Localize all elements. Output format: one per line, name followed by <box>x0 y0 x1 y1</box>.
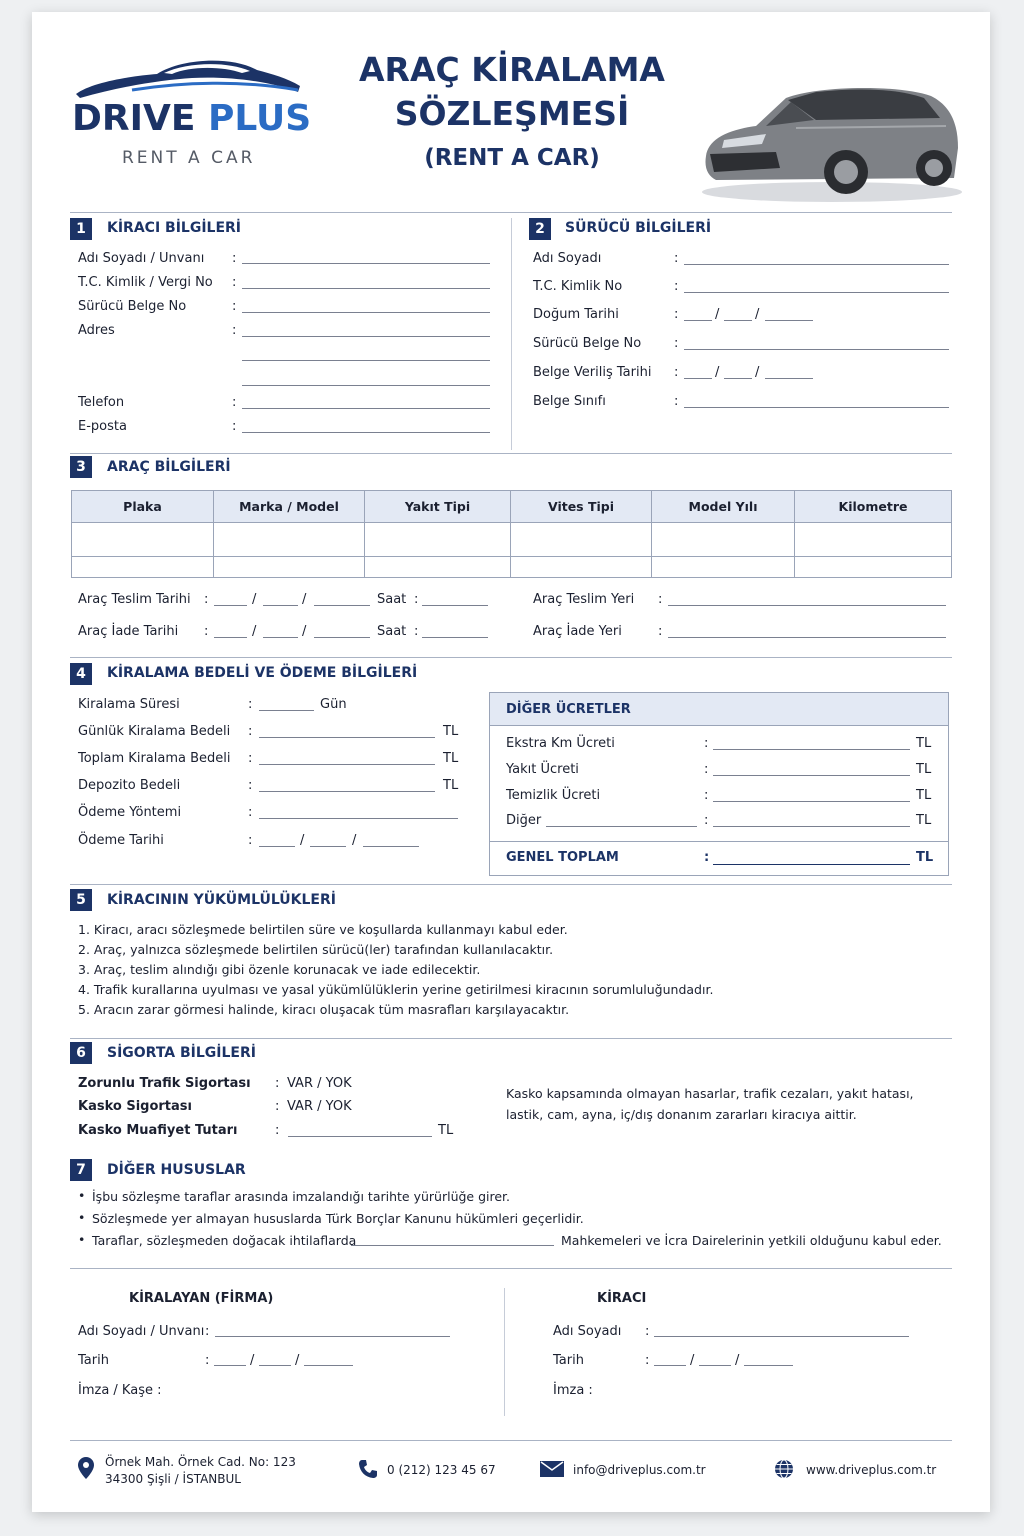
driver-name-field[interactable] <box>684 264 949 265</box>
cell-brand-model-2[interactable] <box>214 557 365 578</box>
brand-logo <box>72 52 312 182</box>
footer-phone[interactable]: 0 (212) 123 45 67 <box>387 1463 496 1477</box>
fuel-fee-field[interactable] <box>713 775 910 776</box>
license-issue-year[interactable] <box>765 378 813 379</box>
signature-divider <box>504 1288 505 1416</box>
delivery-date-label: Araç Teslim Tarihi <box>78 592 191 607</box>
delivery-time-field[interactable] <box>422 605 488 606</box>
rental-period-field[interactable] <box>259 710 314 711</box>
kasko-deductible-label: Kasko Muafiyet Tutarı <box>78 1123 238 1138</box>
payment-method-field[interactable] <box>259 818 458 819</box>
kasko-insurance-option[interactable]: VAR / YOK <box>287 1099 352 1114</box>
cell-fuel-type[interactable] <box>365 523 511 557</box>
driver-license-field[interactable] <box>684 349 949 350</box>
tenant-license-label: Sürücü Belge No <box>78 299 187 314</box>
extra-km-field[interactable] <box>713 749 910 750</box>
lessor-date-day[interactable] <box>214 1365 246 1366</box>
daily-fee-field[interactable] <box>259 737 435 738</box>
lessor-date-label: Tarih <box>78 1353 109 1368</box>
section-3-number: 3 <box>70 456 92 478</box>
section-2-number: 2 <box>529 218 551 240</box>
brand-name-plus: PLUS <box>208 98 312 139</box>
obligation-item: 3. Araç, teslim alındığı gibi özenle korunacak ve iade edilecektir. <box>78 962 481 977</box>
tenant-phone-field[interactable] <box>242 408 490 409</box>
rental-period-label: Kiralama Süresi <box>78 697 180 712</box>
col-kilometer: Kilometre <box>795 491 952 523</box>
cell-kilometer[interactable] <box>795 523 952 557</box>
clause-bullet-3b: Mahkemeleri ve İcra Dairelerinin yetkili olduğunu kabul eder. <box>561 1233 942 1248</box>
tenant-signature-title: KİRACI <box>597 1291 647 1306</box>
obligation-item: 2. Araç, yalnızca sözleşmede belirtilen sürücü(ler) tarafından kullanılacaktır. <box>78 942 554 957</box>
mandatory-insurance-label: Zorunlu Trafik Sigortası <box>78 1076 251 1091</box>
footer-website[interactable]: www.driveplus.com.tr <box>806 1463 937 1477</box>
cell-kilometer-2[interactable] <box>795 557 952 578</box>
kasko-insurance-label: Kasko Sigortası <box>78 1099 192 1114</box>
obligation-item: 4. Trafik kurallarına uyulması ve yasal yükümlülüklerin yerine getirilmesi kiracının sorumluluğundadır. <box>78 982 714 997</box>
tenant-sign-name-field[interactable] <box>654 1336 909 1337</box>
insurance-note: Kasko kapsamında olmayan hasarlar, trafik cezaları, yakıt hatası, lastik, cam, ayna, iç/dış donanım zararları kiracıya aittir. <box>506 1086 914 1122</box>
daily-fee-label: Günlük Kiralama Bedeli <box>78 724 231 739</box>
section-6-title: SİGORTA BİLGİLERİ <box>107 1045 256 1061</box>
contract-sheet: DRIVE PLUS RENT A CAR ARAÇ KİRALAMA SÖZLEŞMESİ (RENT A CAR) 1 KİRACI BİLGİLERİ Adı Soyadı / Unvanı : T.C. Kimlik / Vergi No : Sürücü Belge No : Adres : Telefon : E-posta : 2 SÜRÜCÜ BİLGİLERİ Adı Soyadı : T.C. Kimlik No : Doğum Tarihi : / / Sürücü Belge No : Belge Veriliş Tarihi : / / Belge Sınıfı : 3 ARAÇ BİLGİLERİ Plaka Marka / Model Yakıt Tipi Vites Tipi Model Yılı Kilometre Araç Teslim Tarihi : / / Saat : Araç Teslim Yeri : Araç İade Tarihi : / / Saat : Araç İade Yeri : 4 KİRALAMA BEDELİ VE ÖDEME BİLGİLERİ Kiralama Süresi : Gün Günlük Kiralama Bedeli : TL Toplam Kiralama Bedeli : TL Depozito Bedeli : TL Ödeme Yöntemi : Ödeme Tarihi : / / DİĞER ÜCRETLER Ekstra Km Ücreti : TL Yakıt Ücreti : TL Temizlik Ücreti : TL Diğer : TL GENEL TOPLAM : TL 5 KİRACININ YÜKÜMLÜLÜKLERİ 1. Kiracı, aracı sözleşmede belirtilen süre ve koşullarda kullanmayı kabul eder. 2. Araç, yalnızca sözleşmede belirtilen sürücü(ler) tarafından kullanılacaktır. 3. Araç, teslim alındığı gibi özenle korunacak ve iade edilecektir. 4. Trafik kurallarına uyulması ve yasal yükümlülüklerin yerine getirilmesi kiracının sorumluluğundadır. 5. Aracın zarar görmesi halinde, kiracı oluşacak tüm masrafları karşılayacaktır. 6 SİGORTA BİLGİLERİ Zorunlu Trafik Sigortası : VAR / YOK Kasko Sigortası : VAR / YOK Kasko Muafiyet Tutarı : TL Kasko kapsamında olmayan hasarlar, trafik cezaları, yakıt hatası, lastik, cam, ayna, iç/dış donanım zararları kiracıya aittir. 7 DİĞER HUSUSLAR • İşbu sözleşme taraflar arasında imzalandığı tarihte yürürlüğe girer. • Sözleşmede yer almayan hususlarda Türk Borçlar Kanunu hükümleri geçerlidir. • Taraflar, sözleşmeden doğacak ihtilaflarda Mahkemeleri ve İcra Dairelerinin yetkili olduğunu kabul eder. KİRALAYAN (FİRMA) Adı Soyadı / Unvanı : Tarih : / / İmza / Kaşe : KİRACI Adı Soyadı : Tarih : / / İmza : Örnek Mah. Örnek Cad. No: 123 34300 Şişli / İSTANBUL 0 (212) 123 45 67 info@driveplus.com.tr www.driveplus.com.tr <box>32 12 990 1512</box>
payment-month[interactable] <box>310 846 346 847</box>
delivery-year[interactable] <box>314 605 370 606</box>
obligation-item: 5. Aracın zarar görmesi halinde, kiracı oluşacak tüm masrafları karşılayacaktır. <box>78 1002 570 1017</box>
tenant-id-field[interactable] <box>242 288 490 289</box>
tenant-sign-date-label: Tarih <box>553 1353 584 1368</box>
delivery-month[interactable] <box>263 605 298 606</box>
return-place-field[interactable] <box>668 637 946 638</box>
footer-address-line2: 34300 Şişli / İSTANBUL <box>105 1472 241 1486</box>
delivery-time-label: Saat <box>377 592 407 607</box>
driver-id-field[interactable] <box>684 292 949 293</box>
tenant-email-field[interactable] <box>242 432 490 433</box>
cell-gear-type[interactable] <box>511 523 652 557</box>
title-line3: (RENT A CAR) <box>424 145 600 171</box>
lessor-date-month[interactable] <box>259 1365 291 1366</box>
globe-icon <box>774 1459 794 1479</box>
tenant-sign-label: İmza : <box>553 1383 593 1398</box>
vehicle-info-table <box>71 490 952 578</box>
location-pin-icon <box>78 1457 94 1479</box>
cell-model-year[interactable] <box>652 523 795 557</box>
col-plate: Plaka <box>72 491 214 523</box>
grand-total-field[interactable] <box>713 864 910 865</box>
driver-license-label: Sürücü Belge No <box>533 336 642 351</box>
cell-gear-type-2[interactable] <box>511 557 652 578</box>
other-fees-title: DİĞER ÜCRETLER <box>506 702 631 717</box>
day-unit: Gün <box>320 697 347 712</box>
envelope-icon <box>540 1461 564 1477</box>
driver-birthdate-year[interactable] <box>765 320 813 321</box>
license-issue-day[interactable] <box>684 378 712 379</box>
return-place-label: Araç İade Yeri <box>533 624 622 639</box>
obligations-list <box>78 920 713 1020</box>
lessor-name-field[interactable] <box>215 1336 450 1337</box>
return-month[interactable] <box>263 637 298 638</box>
tenant-sign-name-label: Adı Soyadı <box>553 1324 622 1339</box>
col-fuel-type: Yakıt Tipi <box>365 491 511 523</box>
license-issue-date-label: Belge Veriliş Tarihi <box>533 365 652 380</box>
section-divider-vertical <box>511 218 512 450</box>
driver-birthdate-label: Doğum Tarihi <box>533 307 619 322</box>
cell-model-year-2[interactable] <box>652 557 795 578</box>
tenant-address-field-3[interactable] <box>242 385 490 386</box>
other-fees-box: DİĞER ÜCRETLER Ekstra Km Ücreti : TL Yakıt Ücreti : TL Temizlik Ücreti : TL Diğer : TL GENEL TOPLAM : TL <box>489 692 949 876</box>
tenant-phone-label: Telefon <box>78 395 125 410</box>
payment-date-label: Ödeme Tarihi <box>78 833 164 848</box>
return-date-label: Araç İade Tarihi <box>78 624 179 639</box>
delivery-place-label: Araç Teslim Yeri <box>533 592 635 607</box>
other-fee-field[interactable] <box>713 826 910 827</box>
tenant-id-label: T.C. Kimlik / Vergi No <box>78 275 213 290</box>
grand-total-label: GENEL TOPLAM <box>506 850 619 865</box>
section-4-number: 4 <box>70 663 92 685</box>
lessor-name-label: Adı Soyadı / Unvanı <box>78 1324 205 1339</box>
fuel-fee-label: Yakıt Ücreti <box>506 762 579 777</box>
section-3-title: ARAÇ BİLGİLERİ <box>107 459 231 475</box>
tenant-sign-date-day[interactable] <box>654 1365 686 1366</box>
tenant-address-label: Adres <box>78 323 115 338</box>
brand-name-drive: DRIVE <box>72 98 196 139</box>
lessor-date-year[interactable] <box>304 1365 353 1366</box>
tenant-email-label: E-posta <box>78 419 127 434</box>
deposit-field[interactable] <box>259 791 435 792</box>
car-silhouette-logo-icon <box>72 52 312 102</box>
tenant-address-field-1[interactable] <box>242 336 490 337</box>
cell-brand-model[interactable] <box>214 523 365 557</box>
deposit-label: Depozito Bedeli <box>78 778 181 793</box>
title-line2: SÖZLEŞMESİ <box>394 94 630 133</box>
other-fee-label: Diğer <box>506 813 542 828</box>
section-7-number: 7 <box>70 1159 92 1181</box>
clause-bullet-1: İşbu sözleşme taraflar arasında imzalandığı tarihte yürürlüğe girer. <box>92 1189 511 1204</box>
section-6-number: 6 <box>70 1042 92 1064</box>
delivery-day[interactable] <box>214 605 247 606</box>
cell-fuel-type-2[interactable] <box>365 557 511 578</box>
extra-km-label: Ekstra Km Ücreti <box>506 736 615 751</box>
cell-plate-2[interactable] <box>72 557 214 578</box>
section-1-title: KİRACI BİLGİLERİ <box>107 220 242 236</box>
title-line1: ARAÇ KİRALAMA <box>359 50 665 89</box>
tenant-sign-date-year[interactable] <box>744 1365 793 1366</box>
other-fee-desc-field[interactable] <box>546 826 697 827</box>
section-2-title: SÜRÜCÜ BİLGİLERİ <box>565 220 712 236</box>
payment-method-label: Ödeme Yöntemi <box>78 805 182 820</box>
driver-birthdate-day[interactable] <box>684 320 712 321</box>
clause-bullet-3a: Taraflar, sözleşmeden doğacak ihtilaflarda <box>92 1233 357 1248</box>
kasko-deductible-field[interactable] <box>288 1136 432 1137</box>
jurisdiction-field[interactable] <box>351 1245 554 1246</box>
cleaning-fee-field[interactable] <box>713 801 910 802</box>
mandatory-insurance-option[interactable]: VAR / YOK <box>287 1076 352 1091</box>
license-class-field[interactable] <box>684 407 949 408</box>
driver-id-label: T.C. Kimlik No <box>533 279 623 294</box>
document-title <box>332 48 692 178</box>
section-1-number: 1 <box>70 218 92 240</box>
payment-day[interactable] <box>259 846 295 847</box>
col-model-year: Model Yılı <box>652 491 795 523</box>
total-fee-label: Toplam Kiralama Bedeli <box>78 751 231 766</box>
tenant-name-field[interactable] <box>242 263 490 264</box>
section-4-title: KİRALAMA BEDELİ VE ÖDEME BİLGİLERİ <box>107 665 418 681</box>
section-5-title: KİRACININ YÜKÜMLÜLÜKLERİ <box>107 892 336 908</box>
license-issue-month[interactable] <box>724 378 752 379</box>
footer-address-line1: Örnek Mah. Örnek Cad. No: 123 <box>105 1455 296 1469</box>
cell-plate[interactable] <box>72 523 214 557</box>
driver-birthdate-month[interactable] <box>724 320 752 321</box>
tenant-name-label: Adı Soyadı / Unvanı <box>78 251 205 266</box>
lessor-signature-title: KİRALAYAN (FİRMA) <box>129 1291 274 1306</box>
sedan-car-photo <box>696 68 968 208</box>
license-class-label: Belge Sınıfı <box>533 394 606 409</box>
col-gear-type: Vites Tipi <box>511 491 652 523</box>
payment-year[interactable] <box>363 846 419 847</box>
brand-tagline: RENT A CAR <box>122 148 256 168</box>
delivery-place-field[interactable] <box>668 605 946 606</box>
return-day[interactable] <box>214 637 247 638</box>
phone-icon <box>358 1459 378 1479</box>
section-5-number: 5 <box>70 889 92 911</box>
return-time-field[interactable] <box>422 637 488 638</box>
tenant-sign-date-month[interactable] <box>699 1365 731 1366</box>
cleaning-fee-label: Temizlik Ücreti <box>506 788 601 803</box>
driver-name-label: Adı Soyadı <box>533 251 602 266</box>
clause-bullet-2: Sözleşmede yer almayan hususlarda Türk Borçlar Kanunu hükümleri geçerlidir. <box>92 1211 584 1226</box>
return-time-label: Saat <box>377 624 407 639</box>
tenant-license-field[interactable] <box>242 312 490 313</box>
lessor-sign-label: İmza / Kaşe : <box>78 1383 162 1398</box>
return-year[interactable] <box>314 637 370 638</box>
section-7-title: DİĞER HUSUSLAR <box>107 1162 246 1178</box>
total-fee-field[interactable] <box>259 764 435 765</box>
col-brand-model: Marka / Model <box>214 491 365 523</box>
footer-email[interactable]: info@driveplus.com.tr <box>573 1463 706 1477</box>
tenant-address-field-2[interactable] <box>242 360 490 361</box>
obligation-item: 1. Kiracı, aracı sözleşmede belirtilen süre ve koşullarda kullanmayı kabul eder. <box>78 922 568 937</box>
